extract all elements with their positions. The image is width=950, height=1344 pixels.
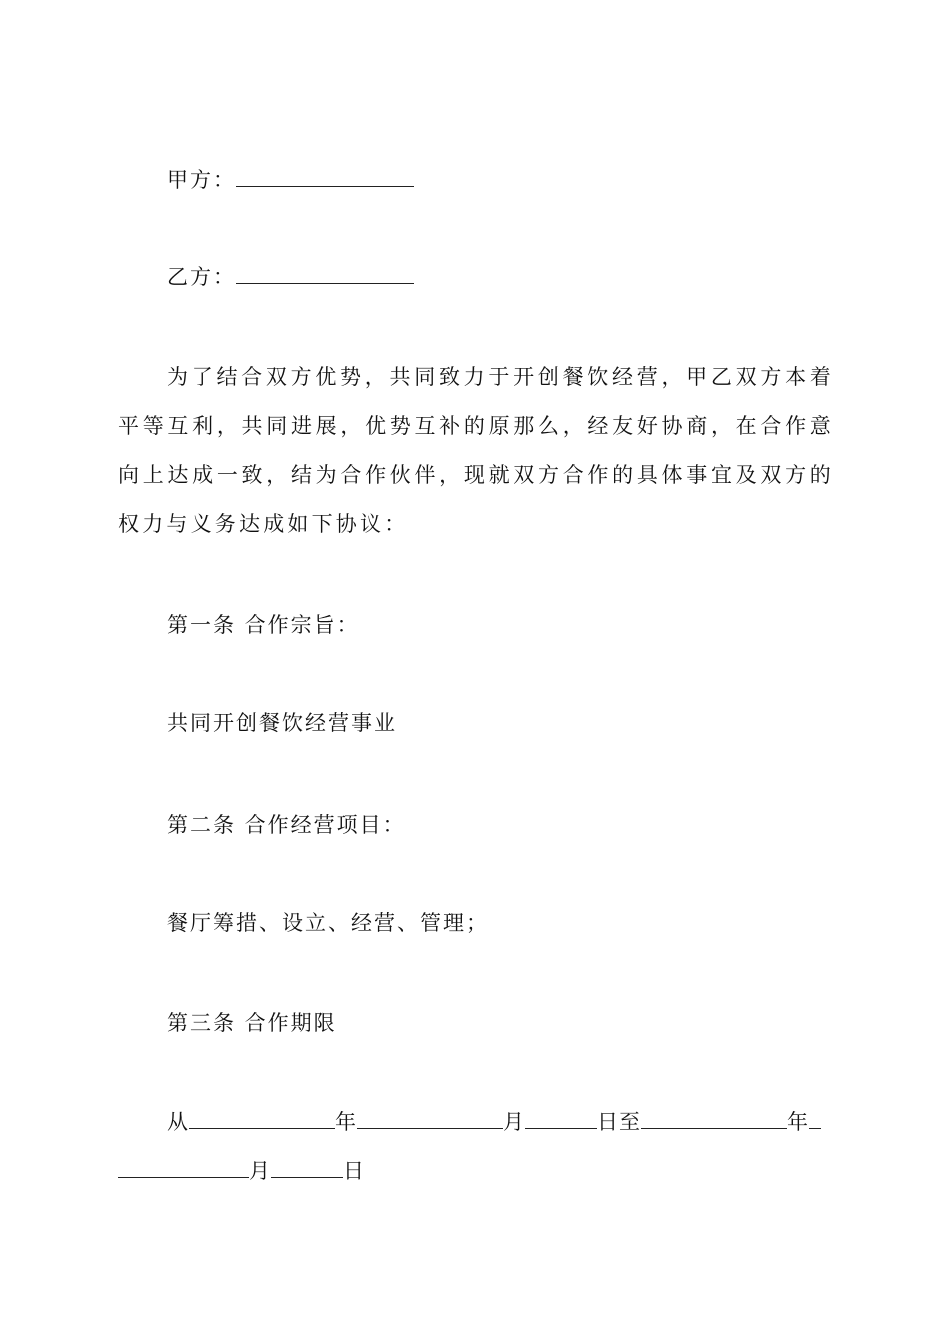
start-year-label: 年 [335,1110,357,1134]
party-a-blank [236,185,414,187]
date-range-line-1 [118,1098,834,1147]
intro-paragraph: 为了结合双方优势，共同致力于开创餐饮经营，甲乙双方本着平等互利，共同进展，优势互补的原那么，经友好协商，在合作意向上达成一致，结为合作伙伴，现就双方合作的具体事宜及双方的权力与义务达成如下协议： [118,365,834,536]
day-to-label: 日至 [597,1110,641,1134]
article3-title: 第三条 合作期限 [167,1011,337,1035]
start-month-label: 月 [503,1110,525,1134]
party-a-line [118,156,834,204]
start-month-blank [357,1127,503,1129]
from-label: 从 [167,1110,189,1134]
party-b-label: 乙方： [167,265,236,289]
start-year-blank [189,1127,335,1129]
start-day-blank [525,1127,597,1129]
end-day-label: 日 [343,1159,365,1183]
end-month-label: 月 [249,1159,271,1183]
article1-title: 第一条 合作宗旨： [167,613,360,637]
end-day-blank [271,1176,343,1178]
end-year-label: 年 [787,1110,809,1134]
end-month-blank [118,1176,249,1178]
party-b-blank [236,282,414,284]
party-b-line [118,253,834,301]
end-year-blank [641,1127,787,1129]
party-a-label: 甲方： [167,168,236,192]
end-month-blank-start [809,1127,821,1129]
article2-content: 餐厅筹措、设立、经营、管理； [167,911,489,935]
article1-content: 共同开创餐饮经营事业 [167,711,397,735]
date-range-line-2 [118,1147,834,1196]
article2-title: 第二条 合作经营项目： [167,813,406,837]
